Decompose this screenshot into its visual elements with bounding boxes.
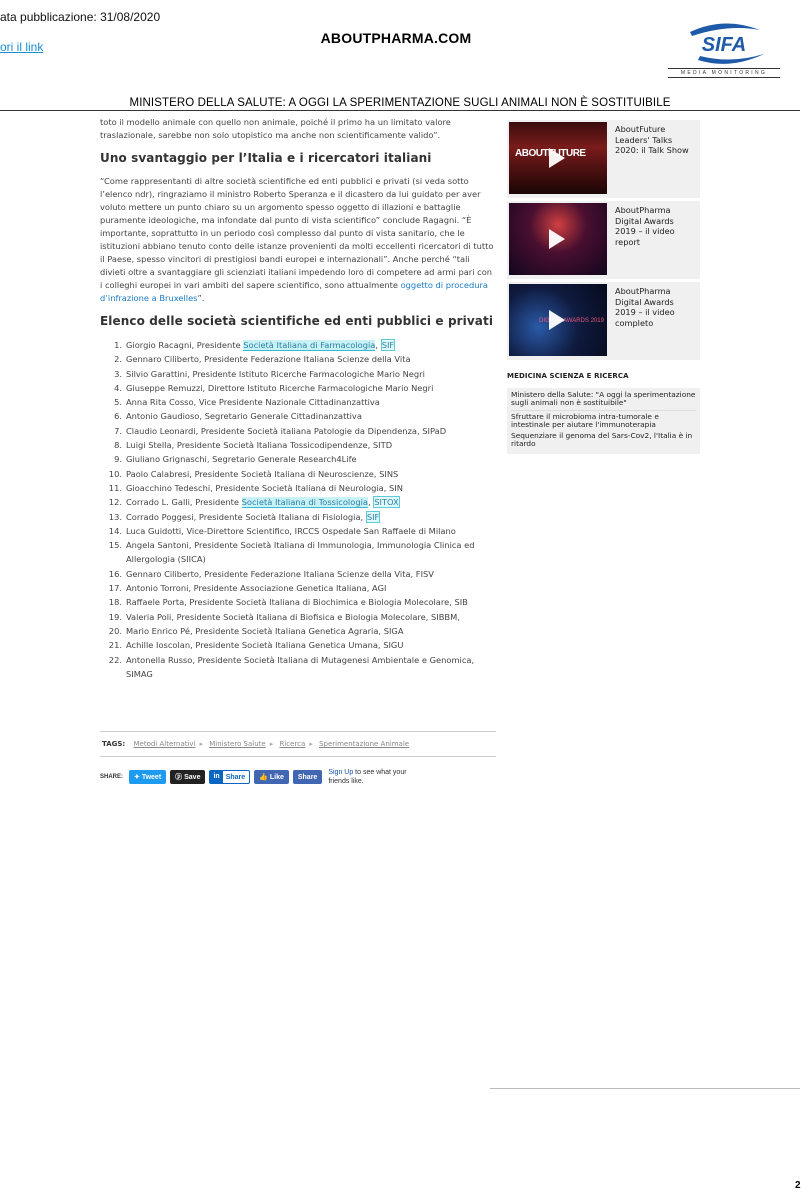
tag-ricerca[interactable]: Ricerca: [279, 740, 306, 748]
list-item: [100, 495, 496, 509]
logo-text: SIFA: [701, 34, 747, 56]
list-text: [126, 495, 496, 509]
facebook-share-button[interactable]: [293, 770, 322, 784]
list-text: [126, 638, 496, 652]
tag-sperimentazione-animale[interactable]: Sperimentazione Animale: [319, 740, 410, 748]
open-link[interactable]: ori il link: [0, 40, 44, 54]
tag-separator: ▸: [309, 740, 313, 748]
list-number: 3.: [114, 368, 122, 379]
list-number: 14.: [108, 525, 122, 536]
signup-rest: to see what your friends like.: [328, 769, 407, 785]
list-item: [100, 409, 496, 423]
list-item: [100, 538, 496, 567]
list-number: 18.: [108, 597, 122, 608]
list-text: [126, 610, 496, 624]
sidebar-news-item[interactable]: Sequenziare il genoma del Sars-Cov2, l'Italia è in ritardo: [511, 430, 693, 449]
list-text-part: Giorgio Racagni, Presidente: [126, 340, 244, 350]
list-text: [126, 481, 496, 495]
infraction-link[interactable]: oggetto di procedura d’infrazione a Bruxelles: [100, 280, 488, 303]
list-text-part: Antonio Torroni, Presidente Associazione Genetica Italiana, AGI: [126, 583, 387, 594]
video-item[interactable]: [507, 282, 700, 360]
save-label: Save: [184, 773, 201, 781]
list-number: 20.: [108, 625, 122, 636]
list-number: 1.: [114, 340, 122, 350]
list-text: [126, 381, 496, 395]
tag-separator: ▸: [269, 740, 274, 748]
list-item: [100, 581, 496, 595]
list-number: 19.: [108, 611, 122, 622]
list-item: [100, 381, 496, 395]
list-item: [100, 452, 496, 466]
list-text-part: Anna Rita Cosso, Vice Presidente Nazionale Cittadinanzattiva: [126, 397, 380, 408]
linkedin-icon: in: [210, 771, 222, 783]
list-item: [100, 510, 496, 524]
list-item: [100, 610, 496, 624]
tags-label: TAGS:: [102, 740, 126, 748]
section-title-svantaggio: Uno svantaggio per l’Italia e i ricercatori italiani: [100, 151, 432, 165]
list-number: 17.: [108, 583, 122, 594]
list-text: [126, 538, 496, 567]
list-number: 10.: [108, 468, 122, 479]
list-number: 12.: [108, 497, 122, 508]
list-item: [100, 638, 496, 652]
list-number: 6.: [114, 411, 122, 422]
video-thumbnail[interactable]: [509, 203, 607, 275]
list-text: [126, 581, 496, 595]
highlighted-society[interactable]: Società Italiana di Tossicologia: [241, 497, 368, 508]
sidebar-news-box: [507, 388, 700, 454]
pinterest-save-button[interactable]: [170, 770, 205, 784]
tweet-button[interactable]: [129, 770, 166, 784]
twitter-bird-icon: ✦: [134, 774, 142, 781]
list-text: [126, 409, 496, 423]
logo-subtitle: MEDIA MONITORING: [668, 68, 780, 78]
list-text: [126, 567, 496, 581]
share-label: SHARE:: [100, 774, 124, 780]
headline: MINISTERO DELLA SALUTE: A OGGI LA SPERIMENTAZIONE SUGLI ANIMALI NON È SOSTITUIBILE: [129, 97, 671, 109]
video-item[interactable]: [507, 120, 700, 198]
section-title-elenco: Elenco delle società scientifiche ed enti pubblici e privati: [100, 314, 494, 328]
list-text-part: Corrado Poggesi, Presidente Società Italiana di Fisiologia,: [126, 511, 366, 522]
list-text-part: Achille Ioscolan, Presidente Società Italiana Genetica Umana, SIGU: [126, 640, 404, 651]
list-number: 7.: [114, 425, 122, 436]
play-icon[interactable]: [549, 310, 565, 330]
video-caption[interactable]: AboutPharma Digital Awards 2019 – il video report: [615, 205, 675, 247]
list-item: [100, 467, 496, 481]
list-number: 21.: [108, 640, 122, 651]
list-number: 4.: [114, 382, 122, 393]
list-text: [126, 352, 496, 366]
facebook-signup-text: [328, 768, 418, 786]
video-caption[interactable]: AboutFuture Leaders' Talks 2020: il Talk Show: [615, 124, 689, 155]
list-text-part: ,: [375, 340, 381, 350]
tweet-label: Tweet: [141, 773, 162, 781]
pinterest-icon: ⓟ: [175, 774, 185, 781]
paragraph-end: ”.: [197, 293, 205, 303]
list-number: 16.: [108, 568, 122, 579]
list-text: [126, 467, 496, 481]
list-text-part: Raffaele Porta, Presidente Società Italiana di Biochimica e Biologia Molecolare, SIB: [126, 597, 468, 608]
list-item: [100, 624, 496, 638]
fb-share-label: Share: [297, 773, 318, 781]
list-number: 2.: [114, 354, 122, 365]
list-text: [126, 510, 496, 524]
sidebar: [507, 120, 700, 454]
article-body: [100, 116, 496, 681]
tags-bar: [100, 731, 496, 757]
list-item: [100, 338, 496, 352]
list-item: [100, 367, 496, 381]
list-number: 8.: [114, 440, 122, 451]
list-text: [126, 424, 496, 438]
video-thumbnail[interactable]: [509, 284, 607, 356]
sidebar-section-title: MEDICINA SCIENZA E RICERCA: [507, 372, 629, 380]
share-bar: [100, 768, 418, 786]
list-item: [100, 567, 496, 581]
list-text: [126, 367, 496, 381]
list-text: [126, 524, 496, 538]
list-text: [126, 452, 496, 466]
list-text-part: Silvio Garattini, Presidente Istituto Ricerche Farmacologiche Mario Negri: [126, 368, 425, 379]
list-text-part: Antonio Gaudioso, Segretario Generale Cittadinanzattiva: [126, 411, 362, 422]
footer-rule: [490, 1088, 800, 1089]
highlighted-society[interactable]: Società Italiana di Farmacologia: [243, 340, 376, 350]
list-text-part: Luigi Stella, Presidente Società Italiana Tossicodipendenze, SITD: [126, 440, 393, 451]
facebook-like-button[interactable]: [254, 770, 289, 784]
tag-ministero-salute[interactable]: Ministero Salute: [209, 740, 266, 748]
list-text-part: Gennaro Ciliberto, Presidente Federazione Italiana Scienze della Vita: [126, 354, 411, 365]
list-item: [100, 424, 496, 438]
list-item: [100, 352, 496, 366]
video-caption[interactable]: AboutPharma Digital Awards 2019 – il video completo: [615, 286, 675, 328]
list-text-part: Luca Guidotti, Vice-Direttore Scientifico, IRCCS Ospedale San Raffaele di Milano: [126, 525, 456, 536]
list-item: [100, 653, 496, 682]
publication-date: ata pubblicazione: 31/08/2020: [0, 10, 161, 24]
sidebar-news-item[interactable]: Ministero della Salute: "A oggi la sperimentazione sugli animali non è sostituibile": [511, 391, 696, 411]
list-number: 5.: [114, 397, 122, 408]
linkedin-share-button[interactable]: [209, 770, 250, 784]
source-title: ABOUTPHARMA.COM: [320, 30, 472, 46]
list-text-part: Claudio Leonardi, Presidente Società italiana Patologie da Dipendenza, SIPaD: [126, 425, 447, 436]
play-icon[interactable]: [549, 148, 565, 168]
list-text: [126, 595, 496, 609]
society-list: [100, 338, 496, 681]
list-text-part: Giuliano Grignaschi, Segretario Generale Research4Life: [126, 454, 357, 465]
list-text-part: Corrado L. Galli, Presidente: [126, 497, 242, 508]
list-text-part: Antonella Russo, Presidente Società Italiana di Mutagenesi Ambientale e Genomica, SIMAG: [126, 654, 475, 679]
highlighted-acronym[interactable]: SIF: [381, 340, 395, 350]
list-text-part: Paolo Calabresi, Presidente Società Italiana di Neuroscienze, SINS: [126, 468, 399, 479]
list-text-part: Gennaro Ciliberto, Presidente Federazione Italiana Scienze della Vita, FISV: [126, 568, 434, 579]
list-item: [100, 595, 496, 609]
list-text-part: Gioacchino Tedeschi, Presidente Società Italiana di Neurologia, SIN: [126, 482, 403, 493]
list-text: [126, 653, 496, 682]
list-text-part: ,: [367, 497, 374, 508]
play-icon[interactable]: [549, 229, 565, 249]
article-intro: toto il modello animale con quello non animale, poiché il primo ha un limitato valore traslazionale, sarebbe non solo utopistico ma anche non scientificamente valido”.: [100, 117, 451, 140]
list-text: [126, 438, 496, 452]
sidebar-news-item[interactable]: Sfruttare il microbioma intra-tumorale e intestinale per aiutare l'immunoterapia: [511, 411, 659, 430]
article-paragraph: [100, 175, 496, 305]
linkedin-label: Share: [225, 773, 246, 781]
video-thumbnail[interactable]: [509, 122, 607, 194]
list-item: [100, 438, 496, 452]
thumbs-up-icon: 👍: [259, 774, 270, 781]
header-rule: [0, 110, 800, 111]
video-item[interactable]: [507, 201, 700, 279]
signup-link[interactable]: Sign Up: [328, 769, 354, 776]
page-number: 2: [795, 1180, 801, 1191]
tag-metodi-alternativi[interactable]: Metodi Alternativi: [133, 740, 196, 748]
like-label: Like: [269, 773, 284, 781]
list-text-part: Valeria Poli, Presidente Società Italiana di Biofisica e Biologia Molecolare, SIBBM,: [126, 611, 460, 622]
list-number: 9.: [114, 454, 122, 465]
highlighted-acronym[interactable]: SITOX: [374, 497, 399, 508]
sifa-logo-icon: [668, 20, 780, 66]
list-number: 13.: [108, 511, 122, 522]
list-text: [126, 395, 496, 409]
list-item: [100, 524, 496, 538]
list-text-part: Mario Enrico Pé, Presidente Società Italiana Genetica Agraria, SIGA: [126, 625, 404, 636]
list-item: [100, 395, 496, 409]
sifa-logo: [668, 20, 780, 80]
paragraph-text: “Come rappresentanti di altre società scientifiche ed enti pubblici e privati (si veda sotto l’elenco ndr), ringraziamo il ministro Roberto Speranza e il dicastero da lui guidato per aver voluto mettere un punto chiaro su un argomento spesso oggetto di illazioni e battaglie puramente ideologiche, ma infondate dal punto di vista scientifico” conclude Ragagni. “È importante, soprattutto in un periodo così complesso dal punto di vista sanitario, che le istituzioni abbiano tenuto conto delle istanze provenienti da molti eccellenti ricercatori di tutto il Paese, spesso vincitori di prestigiosi bandi europei e internazionali”. Anche perché “tali divieti oltre a svantaggiare gli scienziati italiani impedendo loro di competere ad armi pari con i colleghi europei in vari ambiti del sapere scientifico, sono attualmente: [100, 176, 494, 290]
thumbnail-brand: DIGITAL AWARDS 2019: [539, 318, 604, 324]
list-text: [126, 338, 496, 352]
thumbnail-brand: ABOUTFUTURE: [515, 148, 586, 159]
tag-separator: ▸: [199, 740, 204, 748]
list-item: [100, 481, 496, 495]
list-text: [126, 624, 496, 638]
list-number: 11.: [108, 482, 122, 493]
list-text-part: Giuseppe Remuzzi, Direttore Istituto Ricerche Farmacologiche Mario Negri: [126, 382, 434, 393]
list-number: 15.: [108, 540, 122, 551]
highlighted-acronym[interactable]: SIF: [366, 511, 380, 522]
list-number: 22.: [108, 654, 122, 665]
list-text-part: Angela Santoni, Presidente Società Italiana di Immunologia, Immunologia Clinica ed Allergologia (SIICA): [126, 540, 475, 565]
